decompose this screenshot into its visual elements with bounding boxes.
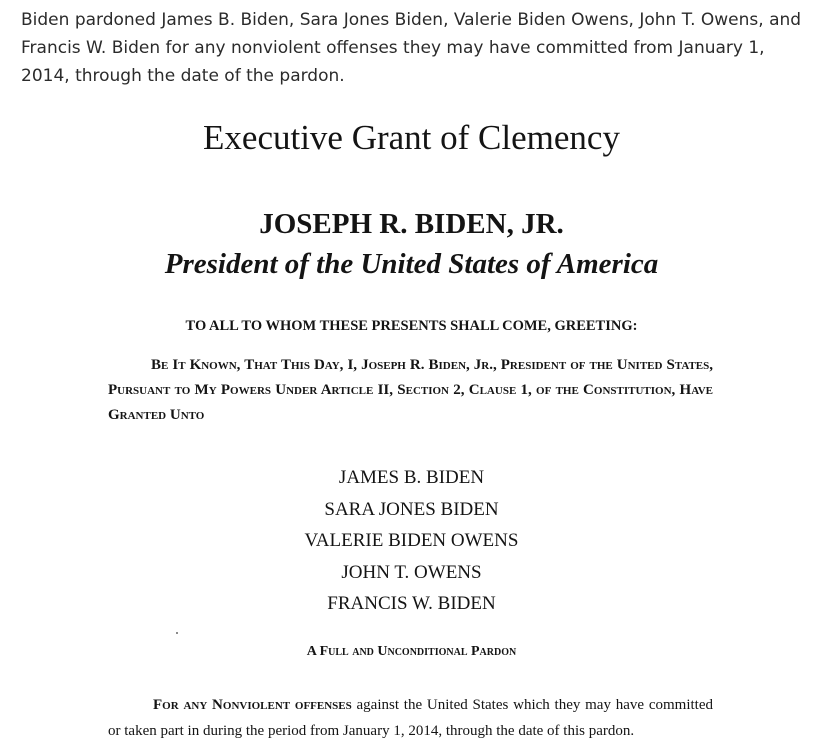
greeting-line: TO ALL TO WHOM THESE PRESENTS SHALL COME, GREETING:	[185, 318, 638, 334]
proclamation-text: Be It Known, That This Day, I, Joseph R. Biden, Jr., President of the United States, Pursuant to My Powers Under Article II, Section 2, Clause 1, of the Constitution, Have Granted Unto	[108, 357, 713, 423]
scan-speck	[176, 632, 178, 634]
pardon-type: A Full and Unconditional Pardon	[306, 644, 517, 659]
document-title: Executive Grant of Clemency	[203, 118, 620, 157]
grantee-list	[0, 462, 823, 620]
proclamation-paragraph	[108, 353, 713, 428]
president-office: President of the United States of America	[164, 248, 659, 280]
grantee-name: JOHN T. OWENS	[341, 561, 482, 583]
grantee-name: FRANCIS W. BIDEN	[327, 593, 496, 614]
grantee-name: VALERIE BIDEN OWENS	[304, 530, 519, 551]
offense-lead: For any Nonviolent offenses	[153, 697, 352, 713]
article-caption: Biden pardoned James B. Biden, Sara Jones Biden, Valerie Biden Owens, John T. Owens, and Francis W. Biden for any nonviolent offenses they may have committed from January 1, 2014, through the date of the pardon.	[21, 10, 802, 86]
president-name: JOSEPH R. BIDEN, JR.	[259, 208, 564, 240]
offense-text: against the United States which they may have committed or taken part in during the period from January 1, 2014, through the date of this pardon.	[108, 697, 713, 739]
grantee-name: JAMES B. BIDEN	[338, 467, 485, 488]
grantee-name: SARA JONES BIDEN	[324, 498, 499, 520]
offense-paragraph	[108, 692, 713, 744]
